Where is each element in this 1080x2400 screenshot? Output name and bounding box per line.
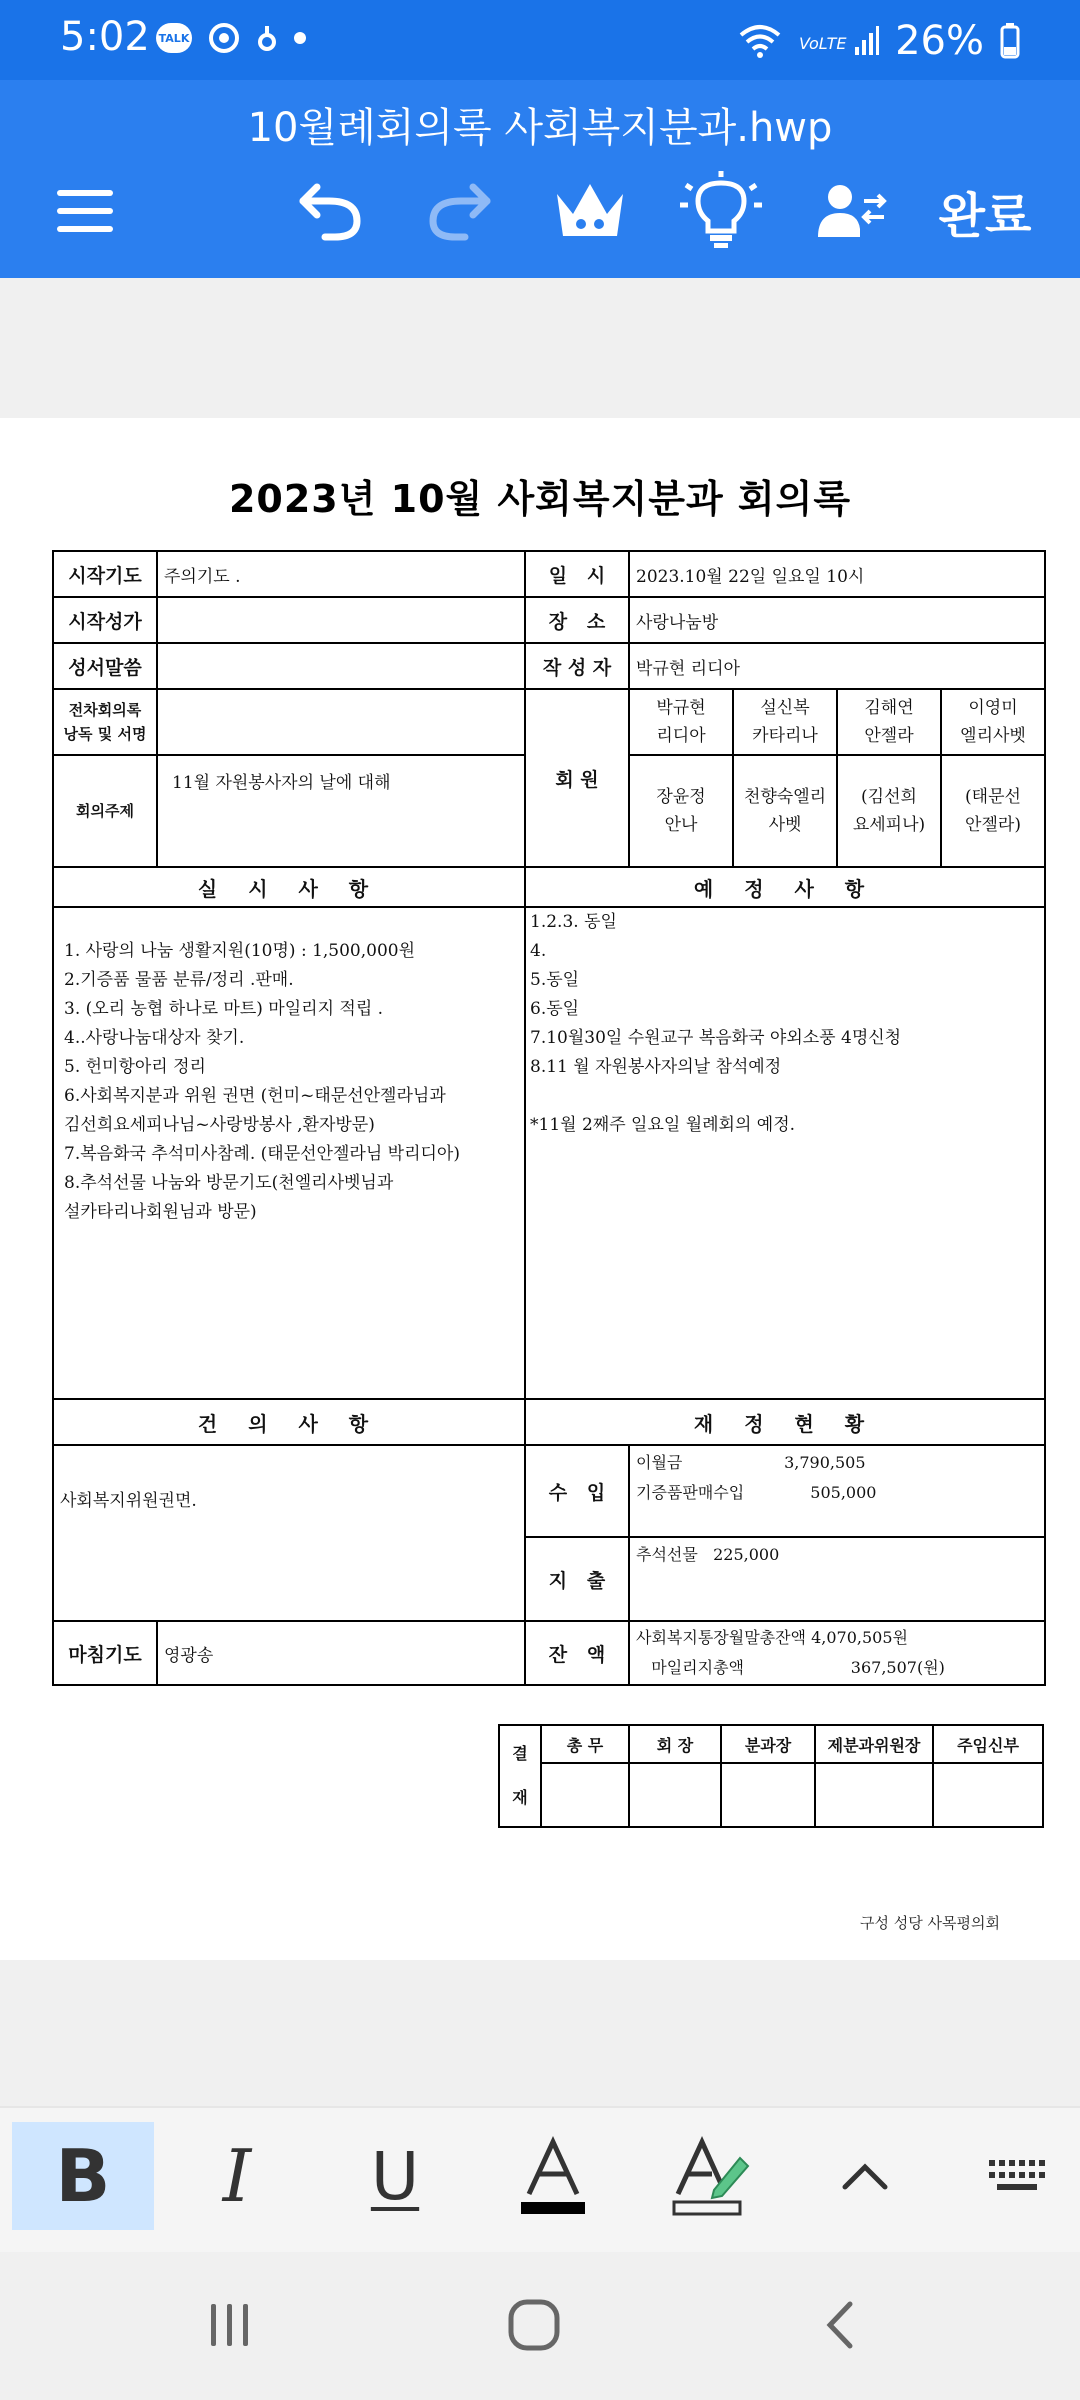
- volte-signal-icon: [799, 23, 879, 59]
- done-button[interactable]: 완료: [938, 187, 1032, 244]
- crown-icon: [553, 180, 627, 242]
- signature-cell[interactable]: [815, 1763, 933, 1827]
- redo-button[interactable]: [420, 166, 500, 256]
- member-cell[interactable]: 김해연 안젤라: [837, 689, 941, 755]
- expense-line: 추석선물 225,000: [636, 1545, 780, 1564]
- bible-label: 성서말씀: [53, 643, 157, 689]
- approval-role: 분과장: [721, 1725, 815, 1763]
- chrome-icon: [208, 22, 240, 54]
- income-line-2: 기증품판매수입 505,000: [636, 1483, 877, 1502]
- chevron-up-icon: [841, 2161, 889, 2191]
- planned-section-header: 예 정 사 항: [525, 867, 1045, 907]
- topic-value[interactable]: [157, 755, 525, 867]
- balance-line-1: 사회복지통장월말총잔액 4,070,505원: [636, 1628, 908, 1647]
- writer-label: 작 성 자: [525, 643, 629, 689]
- highlight-button[interactable]: [640, 2122, 782, 2230]
- undo-icon: [295, 181, 365, 241]
- battery-icon: [1000, 23, 1020, 59]
- closing-prayer-label: 마침기도: [53, 1621, 157, 1685]
- topic-label: 회의주제: [53, 755, 157, 867]
- finance-section-header: 재 정 현 황: [525, 1399, 1045, 1445]
- signature-cell[interactable]: [541, 1763, 629, 1827]
- page-gap: [0, 278, 1080, 418]
- balance-label: 잔 액: [525, 1621, 629, 1685]
- status-time: 5:02: [60, 14, 150, 60]
- opening-hymn-label: 시작성가: [53, 597, 157, 643]
- income-label: 수 입: [525, 1445, 629, 1537]
- organization-footer: 구성 성당 사목평의회: [860, 1914, 1000, 1932]
- balance-value[interactable]: [629, 1621, 1045, 1685]
- member-cell[interactable]: 이영미 엘리사벳: [941, 689, 1045, 755]
- income-line-1: 이월금 3,790,505: [636, 1453, 866, 1472]
- signature-cell[interactable]: [629, 1763, 721, 1827]
- redo-icon: [425, 181, 495, 241]
- recent-apps-icon: [205, 2300, 255, 2350]
- kakaotalk-icon: TALK: [156, 23, 192, 53]
- suggestion-section-header: 건 의 사 항: [53, 1399, 525, 1445]
- opening-hymn-value[interactable]: [157, 597, 525, 643]
- member-cell[interactable]: (김선희 요세피나): [837, 755, 941, 867]
- topic-text: 11월 자원봉사자의 날에 대해: [172, 773, 391, 793]
- recent-apps-button[interactable]: [180, 2280, 280, 2370]
- expense-value[interactable]: [629, 1537, 1045, 1621]
- system-nav-bar: [0, 2252, 1080, 2400]
- expense-label: 지 출: [525, 1537, 629, 1621]
- closing-prayer-value[interactable]: 영광송: [157, 1621, 525, 1685]
- keyboard-button[interactable]: [946, 2122, 1080, 2230]
- member-cell[interactable]: 박규현 리디아: [629, 689, 733, 755]
- hamburger-menu-icon: [57, 188, 113, 234]
- document-title: 10월례회의록 사회복지분과.hwp: [247, 105, 833, 151]
- income-value[interactable]: [629, 1445, 1045, 1537]
- done-section-header: 실 시 사 항: [53, 867, 525, 907]
- app-notification-icon: [256, 22, 278, 54]
- font-color-icon: [513, 2136, 593, 2216]
- members-label: 회 원: [525, 689, 629, 867]
- writer-value[interactable]: 박규현 리디아: [629, 643, 1045, 689]
- approval-table: [498, 1724, 1044, 1828]
- font-color-button[interactable]: [482, 2122, 624, 2230]
- more-notifications-icon: [294, 32, 306, 44]
- tips-button[interactable]: [676, 166, 766, 256]
- planned-items[interactable]: 1.2.3. 동일 4. 5.동일 6.동일 7.10월30일 수원교구 복음화국 야외소풍 4명신청 8.11 월 자원봉사자의날 참석예정 *11월 2째주 일요일 월례회의 예정.: [525, 907, 1045, 1399]
- date-label: 일 시: [525, 551, 629, 597]
- place-label: 장 소: [525, 597, 629, 643]
- format-toolbar: [0, 2106, 1080, 2252]
- status-bar: [0, 0, 1080, 80]
- bible-value[interactable]: [157, 643, 525, 689]
- approval-label: 결 재: [499, 1725, 541, 1827]
- signature-cell[interactable]: [721, 1763, 815, 1827]
- premium-button[interactable]: [550, 166, 630, 256]
- home-icon: [507, 2298, 561, 2352]
- menu-button[interactable]: [52, 166, 118, 256]
- notification-icons: [156, 22, 306, 54]
- opening-prayer-value[interactable]: 주의기도 .: [157, 551, 525, 597]
- member-cell[interactable]: 천향숙엘리 사벳: [733, 755, 837, 867]
- document-page[interactable]: [0, 418, 1080, 1960]
- member-cell[interactable]: 장윤정 안나: [629, 755, 733, 867]
- italic-icon: I: [222, 2134, 252, 2218]
- italic-button[interactable]: [166, 2122, 308, 2230]
- prev-minutes-value[interactable]: [157, 689, 525, 755]
- member-cell[interactable]: 설신복 카타리나: [733, 689, 837, 755]
- prev-minutes-label: 전차회의록 낭독 및 서명: [53, 689, 157, 755]
- undo-button[interactable]: [290, 166, 370, 256]
- back-button[interactable]: [790, 2280, 890, 2370]
- place-value[interactable]: 사랑나눔방: [629, 597, 1045, 643]
- bold-button[interactable]: [12, 2122, 154, 2230]
- underline-icon: U: [370, 2137, 420, 2215]
- balance-line-2: 마일리지총액 367,507(원): [636, 1658, 945, 1677]
- back-icon: [820, 2298, 860, 2352]
- minutes-title: 2023년 10월 사회복지분과 회의록: [228, 477, 852, 521]
- done-items[interactable]: 1. 사랑의 나눔 생활지원(10명) : 1,500,000원 2.기증품 물품 분류/정리 .판매. 3. (오리 농협 하나로 마트) 마일리지 적립 . 4..사랑나눔대상자 찾기. 5. 헌미항아리 정리 6.사회복지분과 위원 권면 (헌미~태문선안젤라님과 김선희요세피나님~사랑방봉사 ,환자방문) 7.복음화국 추석미사참례. (태문선안젤라님 박리디아) 8.추석선물 나눔와 방문기도(천엘리사벳님과 설카타리나회원님과 방문): [53, 907, 525, 1399]
- highlighter-icon: [666, 2136, 756, 2216]
- bold-icon: B: [55, 2134, 111, 2218]
- app-toolbar: [0, 80, 1080, 278]
- system-icons: [737, 18, 1020, 64]
- signature-cell[interactable]: [933, 1763, 1043, 1827]
- date-value[interactable]: 2023.10월 22일 일요일 10시: [629, 551, 1045, 597]
- expand-toolbar-button[interactable]: [794, 2122, 936, 2230]
- lightbulb-icon: [676, 171, 766, 251]
- user-switch-icon: [818, 181, 888, 241]
- underline-button[interactable]: [324, 2122, 466, 2230]
- member-cell[interactable]: (태문선 안젤라): [941, 755, 1045, 867]
- suggestion-text: 사회복지위원권면.: [60, 1491, 197, 1511]
- home-button[interactable]: [484, 2280, 584, 2370]
- keyboard-icon: [987, 2156, 1047, 2196]
- approval-role: 제분과위원장: [815, 1725, 933, 1763]
- approval-role: 주임신부: [933, 1725, 1043, 1763]
- opening-prayer-label: 시작기도: [53, 551, 157, 597]
- battery-percent: 26%: [895, 18, 984, 64]
- wifi-icon: [737, 23, 783, 59]
- share-user-button[interactable]: [818, 166, 888, 256]
- suggestion-value[interactable]: [53, 1445, 525, 1621]
- minutes-table: [52, 550, 1046, 1686]
- approval-role: 총 무: [541, 1725, 629, 1763]
- svg-text:VoLTE: VoLTE: [799, 34, 847, 53]
- approval-role: 회 장: [629, 1725, 721, 1763]
